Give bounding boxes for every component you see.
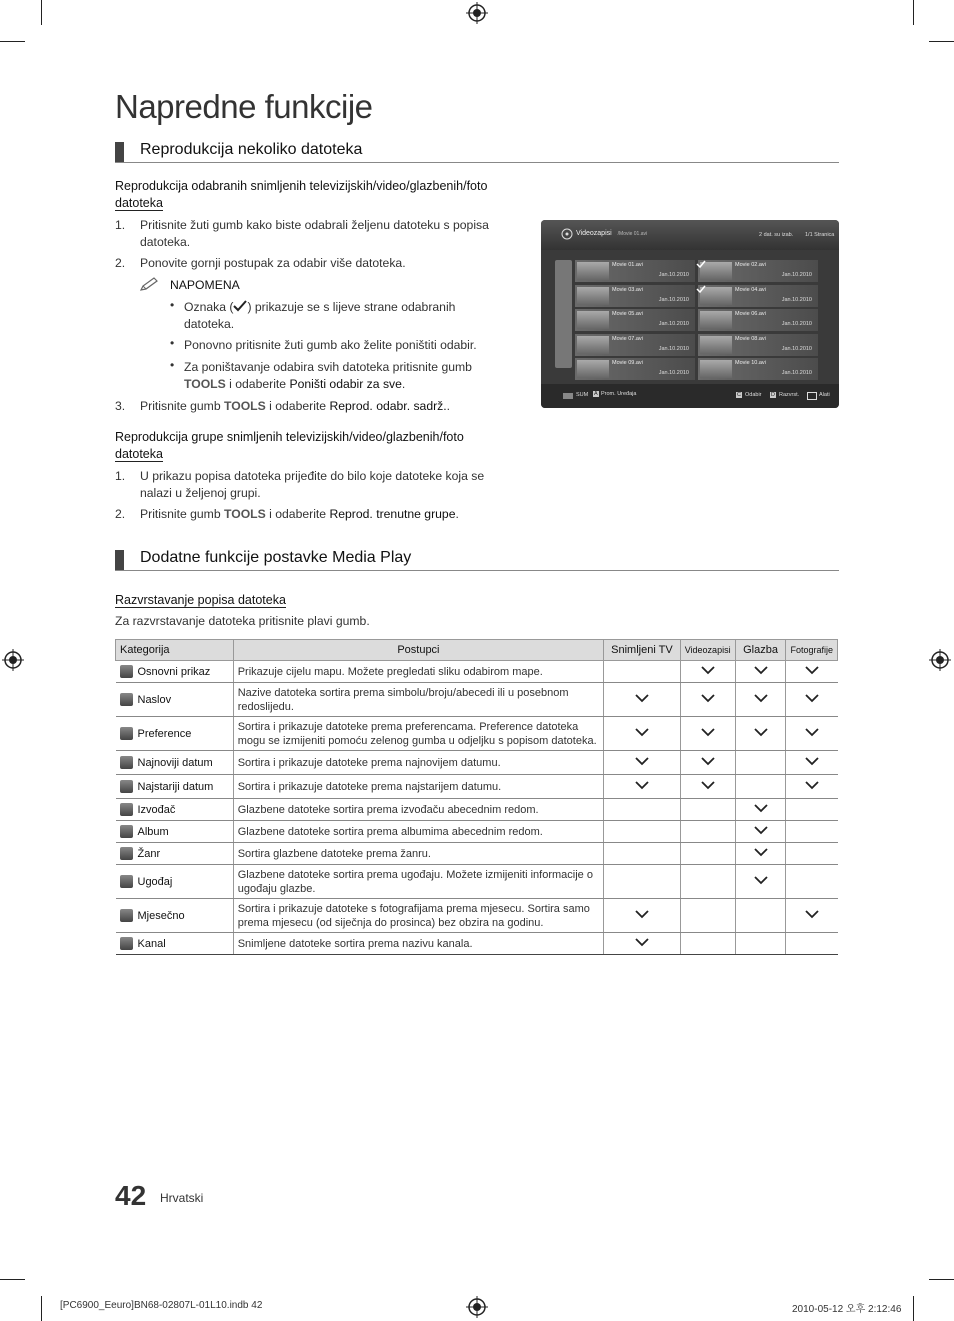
category-label: Najstariji datum bbox=[137, 780, 214, 793]
videos-icon bbox=[561, 228, 573, 240]
menu-option: Reprod. odabr. sadrž. bbox=[329, 399, 447, 413]
registration-mark-icon bbox=[466, 1296, 488, 1318]
description-cell: Snimljene datoteke sortira prema nazivu kanala. bbox=[233, 933, 603, 955]
page-number: 42 bbox=[115, 1180, 147, 1211]
category-icon bbox=[120, 803, 133, 816]
file-date: Jan.10.2010 bbox=[658, 272, 689, 278]
section-heading bbox=[115, 140, 839, 163]
menu-option: Reprod. trenutne grupe bbox=[329, 507, 456, 521]
check-cell-tv bbox=[604, 661, 681, 683]
table-row bbox=[116, 899, 838, 933]
section-bar bbox=[115, 550, 124, 570]
file-item[interactable] bbox=[575, 285, 695, 307]
category-icon bbox=[120, 937, 133, 950]
button-a-icon: A bbox=[594, 391, 598, 397]
crop-mark bbox=[913, 0, 914, 25]
check-cell-photo bbox=[786, 821, 838, 843]
check-cell-video bbox=[680, 775, 735, 799]
crop-mark bbox=[0, 1279, 25, 1280]
page-indicator: 1/1 Stranica bbox=[805, 232, 835, 238]
step-number: 2. bbox=[115, 256, 126, 270]
check-cell-tv bbox=[604, 933, 681, 955]
table-row bbox=[116, 843, 838, 865]
check-cell-photo bbox=[786, 799, 838, 821]
check-cell-tv bbox=[604, 821, 681, 843]
step-text bbox=[140, 506, 459, 523]
file-date: Jan.10.2010 bbox=[658, 345, 689, 352]
file-name: Movie 09.avi bbox=[612, 360, 643, 366]
check-mark-icon bbox=[805, 665, 819, 675]
category-label: Izvođač bbox=[137, 803, 176, 816]
category-icon bbox=[120, 756, 133, 769]
step-number: 1. bbox=[115, 218, 126, 232]
description-cell: Sortira i prikazuje datoteke prema najstarijem datumu. bbox=[233, 775, 603, 799]
category-label: Žanr bbox=[137, 847, 161, 860]
category-label: Album bbox=[137, 825, 169, 838]
file-item[interactable] bbox=[698, 358, 818, 380]
file-item[interactable] bbox=[698, 260, 818, 282]
check-cell-photo bbox=[786, 933, 838, 955]
screen-title-text: Videozapisi bbox=[576, 230, 612, 237]
check-mark-icon bbox=[754, 825, 768, 835]
sort-table bbox=[115, 639, 838, 955]
file-thumbnail bbox=[577, 311, 609, 329]
footer-date: 2010-05-12 오후 2:12:46 bbox=[792, 1304, 902, 1315]
category-icon bbox=[120, 727, 133, 740]
file-thumbnail bbox=[577, 360, 609, 378]
file-date: Jan.10.2010 bbox=[781, 370, 812, 376]
bullet-text: Ponovno pritisnite žuti gumb ako želite poništiti odabir. bbox=[184, 338, 477, 352]
step-text-part: Pritisnite gumb bbox=[140, 507, 224, 521]
check-mark-icon bbox=[233, 300, 247, 312]
step-text-part: i odaberite bbox=[265, 507, 330, 521]
check-mark-icon bbox=[805, 756, 819, 766]
category-icon bbox=[120, 825, 133, 838]
description-cell: Glazbene datoteke sortira prema ugođaju. Možete izmijeniti informacije o ugođaju glazbe. bbox=[233, 865, 603, 899]
step-line: U prikazu popisa datoteka prijeđite do bilo koje datoteke koja se bbox=[140, 469, 485, 483]
subsection-heading-line: datoteka bbox=[115, 196, 163, 210]
step-text bbox=[140, 468, 520, 502]
bullet-text-part: . bbox=[401, 377, 406, 391]
file-item[interactable] bbox=[698, 334, 818, 356]
header-fotografije: Fotografije bbox=[786, 640, 838, 661]
step-text-part: . bbox=[455, 507, 459, 521]
description-cell: Glazbene datoteke sortira prema izvođaču abecednim redom. bbox=[233, 799, 603, 821]
check-cell-photo bbox=[786, 717, 838, 751]
check-cell-photo bbox=[786, 661, 838, 683]
check-cell-tv bbox=[604, 717, 681, 751]
table-row bbox=[116, 661, 838, 683]
bullet-text bbox=[184, 359, 514, 393]
tools-keyword: TOOLS bbox=[224, 399, 266, 413]
header-videozapisi: Videozapisi bbox=[680, 640, 735, 661]
file-name: Movie 01.avi bbox=[612, 262, 643, 268]
section-bar bbox=[115, 142, 124, 162]
check-cell-music bbox=[735, 933, 786, 955]
header-glazba: Glazba bbox=[735, 640, 786, 661]
subsection-heading-line: Reprodukcija odabranih snimljenih televizijskih/video/glazbenih/foto bbox=[115, 179, 488, 193]
check-mark-icon bbox=[701, 780, 715, 790]
category-icon bbox=[120, 780, 133, 793]
check-mark-icon bbox=[754, 803, 768, 813]
header-snimljeni-tv: Snimljeni TV bbox=[604, 640, 681, 661]
category-label: Preference bbox=[137, 727, 192, 740]
page-language: Hrvatski bbox=[160, 1191, 204, 1205]
category-label: Naslov bbox=[137, 693, 172, 706]
check-cell-video bbox=[680, 899, 735, 933]
check-cell-music bbox=[735, 717, 786, 751]
table-row bbox=[116, 799, 838, 821]
file-thumbnail bbox=[700, 360, 732, 378]
category-icon bbox=[120, 693, 133, 706]
bullet-text-line: datoteka. bbox=[184, 317, 235, 331]
section-heading-text: Reprodukcija nekoliko datoteka bbox=[140, 141, 363, 158]
header-postupci: Postupci bbox=[233, 640, 603, 661]
intro-text: Za razvrstavanje datoteka pritisnite plavi gumb. bbox=[115, 614, 370, 628]
note-pencil-icon bbox=[140, 277, 160, 291]
check-mark-icon bbox=[805, 909, 819, 919]
bullet-text-part: i odaberite bbox=[225, 377, 290, 391]
check-cell-photo bbox=[786, 683, 838, 717]
media-play-screenshot bbox=[541, 220, 839, 408]
category-sidebar bbox=[555, 260, 572, 368]
bullet-dot: • bbox=[170, 358, 175, 372]
check-cell-video bbox=[680, 865, 735, 899]
subsection-heading-line: Razvrstavanje popisa datoteka bbox=[115, 593, 286, 607]
file-name: Movie 02.avi bbox=[735, 262, 766, 268]
check-mark-icon bbox=[805, 693, 819, 703]
category-label: Osnovni prikaz bbox=[137, 665, 211, 678]
table-row bbox=[116, 683, 838, 717]
step-line: Pritisnite žuti gumb kako biste odabrali željenu datoteku s popisa bbox=[140, 218, 489, 232]
check-cell-music bbox=[735, 899, 786, 933]
check-mark-icon bbox=[701, 727, 715, 737]
file-date: Jan.10.2010 bbox=[781, 272, 812, 278]
bullet-dot: • bbox=[170, 298, 175, 312]
description-cell: Sortira i prikazuje datoteke prema preferencama. Preference datoteka mogu se izmijeniti pomoću zelenog gumba u odjeljku s popisom datoteka. bbox=[233, 717, 603, 751]
check-cell-music bbox=[735, 799, 786, 821]
check-cell-video bbox=[680, 661, 735, 683]
registration-mark-icon bbox=[929, 649, 951, 671]
tools-keyword: TOOLS bbox=[224, 507, 266, 521]
check-mark-icon bbox=[805, 727, 819, 737]
check-cell-photo bbox=[786, 775, 838, 799]
table-row bbox=[116, 775, 838, 799]
file-item[interactable] bbox=[698, 285, 818, 307]
tools-keyword: TOOLS bbox=[184, 377, 226, 391]
category-icon bbox=[120, 875, 133, 888]
category-cell bbox=[116, 775, 234, 799]
check-cell-music bbox=[735, 683, 786, 717]
table-header-row bbox=[116, 640, 838, 661]
bullet-text-part: Oznaka ( bbox=[184, 300, 234, 314]
check-cell-music bbox=[735, 775, 786, 799]
sum-icon bbox=[563, 393, 573, 399]
file-thumbnail bbox=[577, 262, 609, 280]
step-text-part: i odaberite bbox=[265, 399, 330, 413]
step-line: datoteka. bbox=[140, 235, 191, 249]
check-cell-photo bbox=[786, 843, 838, 865]
check-cell-tv bbox=[604, 899, 681, 933]
file-item[interactable] bbox=[698, 309, 818, 331]
section-heading-text: Dodatne funkcije postavke Media Play bbox=[140, 549, 412, 566]
category-cell bbox=[116, 683, 234, 717]
file-thumbnail bbox=[577, 336, 609, 354]
file-date: Jan.10.2010 bbox=[781, 321, 812, 327]
bullet-text-part: ) prikazuje se s lijeve strane odabranih bbox=[247, 300, 456, 314]
subsection-heading bbox=[115, 429, 464, 463]
check-mark-icon bbox=[754, 665, 768, 675]
file-name: Movie 06.avi bbox=[735, 311, 766, 317]
category-cell bbox=[116, 865, 234, 899]
page-title: Napredne funkcije bbox=[115, 88, 373, 125]
file-name: Movie 03.avi bbox=[612, 286, 643, 293]
file-grid bbox=[575, 260, 825, 380]
check-cell-video bbox=[680, 821, 735, 843]
check-mark-icon bbox=[754, 727, 768, 737]
tools-label: Alati bbox=[819, 392, 830, 398]
category-cell bbox=[116, 933, 234, 955]
check-mark-icon bbox=[701, 665, 715, 675]
section-heading bbox=[115, 548, 839, 571]
category-cell bbox=[116, 843, 234, 865]
file-thumbnail bbox=[700, 311, 732, 329]
step-number: 1. bbox=[115, 469, 126, 483]
check-mark-icon bbox=[805, 780, 819, 790]
step-text: Ponovite gornji postupak za odabir više datoteka. bbox=[140, 256, 406, 270]
check-cell-music bbox=[735, 661, 786, 683]
check-cell-music bbox=[735, 843, 786, 865]
check-cell-video bbox=[680, 933, 735, 955]
table-row bbox=[116, 821, 838, 843]
crop-mark bbox=[913, 1296, 914, 1321]
check-cell-tv bbox=[604, 865, 681, 899]
check-cell-video bbox=[680, 751, 735, 775]
crop-mark bbox=[929, 41, 954, 42]
button-c-icon: C bbox=[737, 392, 741, 398]
menu-option: Poništi odabir za sve bbox=[289, 377, 402, 391]
subsection-heading-line: datoteka bbox=[115, 447, 163, 461]
check-mark-icon bbox=[635, 780, 649, 790]
subsection-heading-line: Reprodukcija grupe snimljenih televizijskih/video/glazbenih/foto bbox=[115, 430, 464, 444]
check-cell-music bbox=[735, 751, 786, 775]
description-cell: Prikazuje cijelu mapu. Možete pregledati sliku odabirom mape. bbox=[233, 661, 603, 683]
file-item[interactable] bbox=[575, 260, 695, 282]
check-cell-tv bbox=[604, 751, 681, 775]
file-date: Jan.10.2010 bbox=[658, 321, 689, 327]
check-mark-icon bbox=[754, 875, 768, 885]
step-text-part: Pritisnite gumb bbox=[140, 399, 224, 413]
category-label: Mjesečno bbox=[137, 909, 185, 922]
tools-icon bbox=[807, 392, 817, 400]
category-label: Ugođaj bbox=[137, 875, 173, 888]
category-cell bbox=[116, 751, 234, 775]
subsection-heading bbox=[115, 592, 286, 609]
category-label: Najnoviji datum bbox=[137, 756, 213, 769]
file-thumbnail bbox=[700, 336, 732, 354]
check-cell-tv bbox=[604, 843, 681, 865]
screen-path: /Movie 01.avi bbox=[617, 231, 648, 237]
step-text bbox=[140, 398, 450, 415]
step-text-part: . bbox=[446, 399, 451, 413]
file-item[interactable] bbox=[575, 358, 695, 380]
crop-mark bbox=[0, 41, 25, 42]
file-name: Movie 10.avi bbox=[735, 360, 766, 366]
check-cell-tv bbox=[604, 799, 681, 821]
description-cell: Glazbene datoteke sortira prema albumima abecednim redom. bbox=[233, 821, 603, 843]
check-mark-icon bbox=[635, 693, 649, 703]
note-label: NAPOMENA bbox=[170, 278, 240, 292]
bullet-text-line: Za poništavanje odabira svih datoteka pritisnite gumb bbox=[184, 360, 472, 374]
description-cell: Nazive datoteka sortira prema simbolu/broju/abecedi ili u posebnom redoslijedu. bbox=[233, 683, 603, 717]
change-device-label: Prom. Uređaja bbox=[601, 391, 637, 397]
description-cell: Sortira glazbene datoteke prema žanru. bbox=[233, 843, 603, 865]
screen-footer bbox=[541, 384, 839, 408]
check-cell-video bbox=[680, 843, 735, 865]
table-row bbox=[116, 933, 838, 955]
category-cell bbox=[116, 821, 234, 843]
category-icon bbox=[120, 665, 133, 678]
description-cell: Sortira i prikazuje datoteke prema najnovijem datumu. bbox=[233, 751, 603, 775]
table-row bbox=[116, 865, 838, 899]
step-text bbox=[140, 217, 520, 251]
crop-mark bbox=[41, 0, 42, 25]
screen-title bbox=[576, 230, 647, 237]
sum-label: SUM bbox=[576, 392, 589, 398]
registration-mark-icon bbox=[466, 2, 488, 24]
bullet-text bbox=[184, 299, 514, 333]
check-cell-video bbox=[680, 799, 735, 821]
check-cell-tv bbox=[604, 683, 681, 717]
category-cell bbox=[116, 717, 234, 751]
button-d-icon: D bbox=[771, 392, 775, 398]
file-item[interactable] bbox=[575, 309, 695, 331]
file-date: Jan.10.2010 bbox=[781, 296, 812, 303]
check-mark-icon bbox=[635, 909, 649, 919]
category-label: Kanal bbox=[137, 937, 166, 950]
registration-mark-icon bbox=[2, 649, 24, 671]
table-row bbox=[116, 717, 838, 751]
sort-label: Razvrst. bbox=[779, 392, 800, 398]
check-mark-icon bbox=[701, 756, 715, 766]
check-cell-music bbox=[735, 821, 786, 843]
header-kategorija: Kategorija bbox=[116, 640, 234, 661]
check-cell-photo bbox=[786, 751, 838, 775]
crop-mark bbox=[41, 1296, 42, 1321]
crop-mark bbox=[929, 1279, 954, 1280]
file-date: Jan.10.2010 bbox=[781, 345, 812, 352]
category-icon bbox=[120, 909, 133, 922]
category-cell bbox=[116, 799, 234, 821]
description-cell: Sortira i prikazuje datoteke s fotografijama prema mjesecu. Sortira samo prema mjesecu (od siječnja do prosinca) bez obzira na godinu. bbox=[233, 899, 603, 933]
subsection-heading bbox=[115, 178, 487, 212]
check-cell-video bbox=[680, 717, 735, 751]
select-label: Odabir bbox=[745, 392, 762, 398]
file-name: Movie 04.avi bbox=[735, 286, 766, 293]
check-mark-icon bbox=[696, 260, 706, 268]
selected-count: 2 dat. su izab. bbox=[759, 232, 794, 238]
check-mark-icon bbox=[754, 847, 768, 857]
check-mark-icon bbox=[754, 693, 768, 703]
file-date: Jan.10.2010 bbox=[658, 370, 689, 376]
check-cell-photo bbox=[786, 865, 838, 899]
step-number: 3. bbox=[115, 399, 126, 413]
footer-file: [PC6900_Eeuro]BN68-02807L-01L10.indb 42 bbox=[60, 1300, 263, 1311]
check-mark-icon bbox=[696, 285, 706, 293]
check-cell-tv bbox=[604, 775, 681, 799]
check-cell-photo bbox=[786, 899, 838, 933]
check-mark-icon bbox=[635, 937, 649, 947]
file-name: Movie 05.avi bbox=[612, 311, 643, 317]
check-cell-music bbox=[735, 865, 786, 899]
file-item[interactable] bbox=[575, 334, 695, 356]
check-mark-icon bbox=[701, 693, 715, 703]
check-mark-icon bbox=[635, 727, 649, 737]
check-cell-video bbox=[680, 683, 735, 717]
file-date: Jan.10.2010 bbox=[658, 296, 689, 303]
file-thumbnail bbox=[577, 287, 609, 305]
file-name: Movie 07.avi bbox=[612, 335, 643, 342]
check-mark-icon bbox=[635, 756, 649, 766]
category-icon bbox=[120, 847, 133, 860]
step-number: 2. bbox=[115, 507, 126, 521]
step-line: nalazi u željenoj grupi. bbox=[140, 486, 261, 500]
bullet-dot: • bbox=[170, 336, 175, 350]
category-cell bbox=[116, 899, 234, 933]
category-cell bbox=[116, 661, 234, 683]
file-name: Movie 08.avi bbox=[735, 335, 766, 342]
table-row bbox=[116, 751, 838, 775]
